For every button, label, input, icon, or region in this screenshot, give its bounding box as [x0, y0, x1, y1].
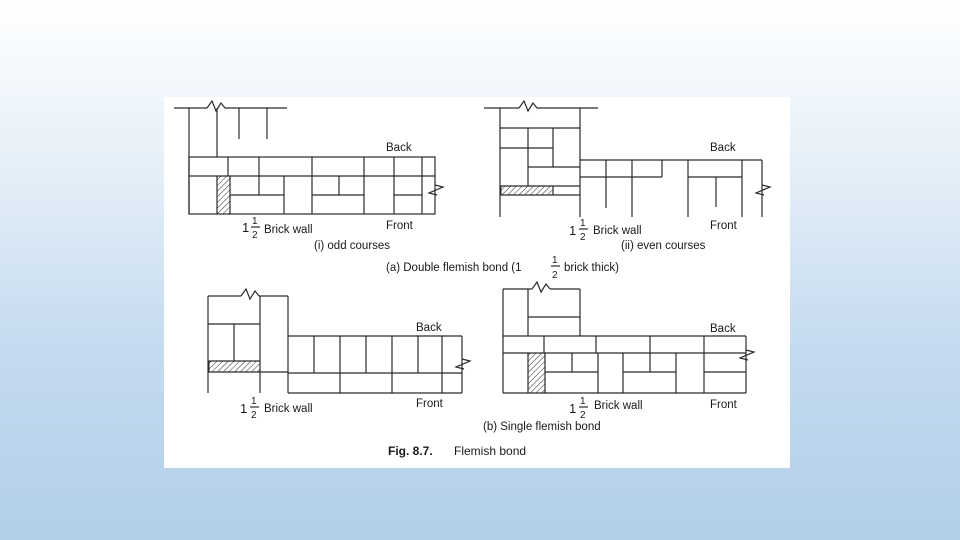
figure-number: Fig. 8.7. [388, 444, 433, 458]
single-flemish-left-plan [208, 289, 470, 393]
double-flemish-frac-den: 2 [552, 270, 558, 281]
odd-wall-den: 2 [252, 230, 258, 241]
single-left-wall-label: Brick wall [264, 403, 313, 415]
single-right-back-label: Back [710, 323, 736, 335]
single-right-front-label: Front [710, 399, 737, 411]
figure-title: Flemish bond [454, 444, 527, 458]
odd-wall-num: 1 [252, 216, 258, 227]
single-left-wall-num: 1 [251, 396, 257, 407]
odd-courses-caption: (i) odd courses [314, 240, 391, 252]
double-flemish-caption-end: brick thick) [564, 262, 619, 274]
even-wall-num: 1 [580, 218, 586, 229]
even-wall-whole: 1 [569, 223, 577, 238]
odd-wall-label: Brick wall [264, 224, 313, 236]
single-right-wall-whole: 1 [569, 401, 577, 416]
single-right-wall-den: 2 [580, 410, 586, 421]
odd-front-label: Front [386, 220, 413, 232]
single-right-wall-num: 1 [580, 396, 586, 407]
single-left-back-label: Back [416, 322, 442, 334]
single-left-front-label: Front [416, 398, 443, 410]
figure-panel [164, 97, 790, 468]
double-flemish-frac-num: 1 [552, 255, 558, 266]
single-left-wall-den: 2 [251, 410, 257, 421]
odd-wall-whole: 1 [242, 220, 250, 235]
even-wall-den: 2 [580, 232, 586, 243]
even-back-label: Back [710, 142, 736, 154]
single-flemish-caption: (b) Single flemish bond [483, 421, 601, 433]
odd-back-label: Back [386, 142, 412, 154]
even-courses-plan [484, 101, 770, 217]
double-flemish-caption: (a) Double flemish bond (1 [386, 262, 522, 274]
single-left-wall-whole: 1 [240, 401, 248, 416]
single-right-wall-label: Brick wall [594, 400, 643, 412]
odd-courses-plan [174, 101, 443, 214]
single-flemish-right-plan [503, 282, 754, 393]
even-wall-label: Brick wall [593, 225, 642, 237]
flemish-bond-figure [164, 97, 790, 468]
even-courses-caption: (ii) even courses [621, 240, 706, 252]
even-front-label: Front [710, 220, 737, 232]
